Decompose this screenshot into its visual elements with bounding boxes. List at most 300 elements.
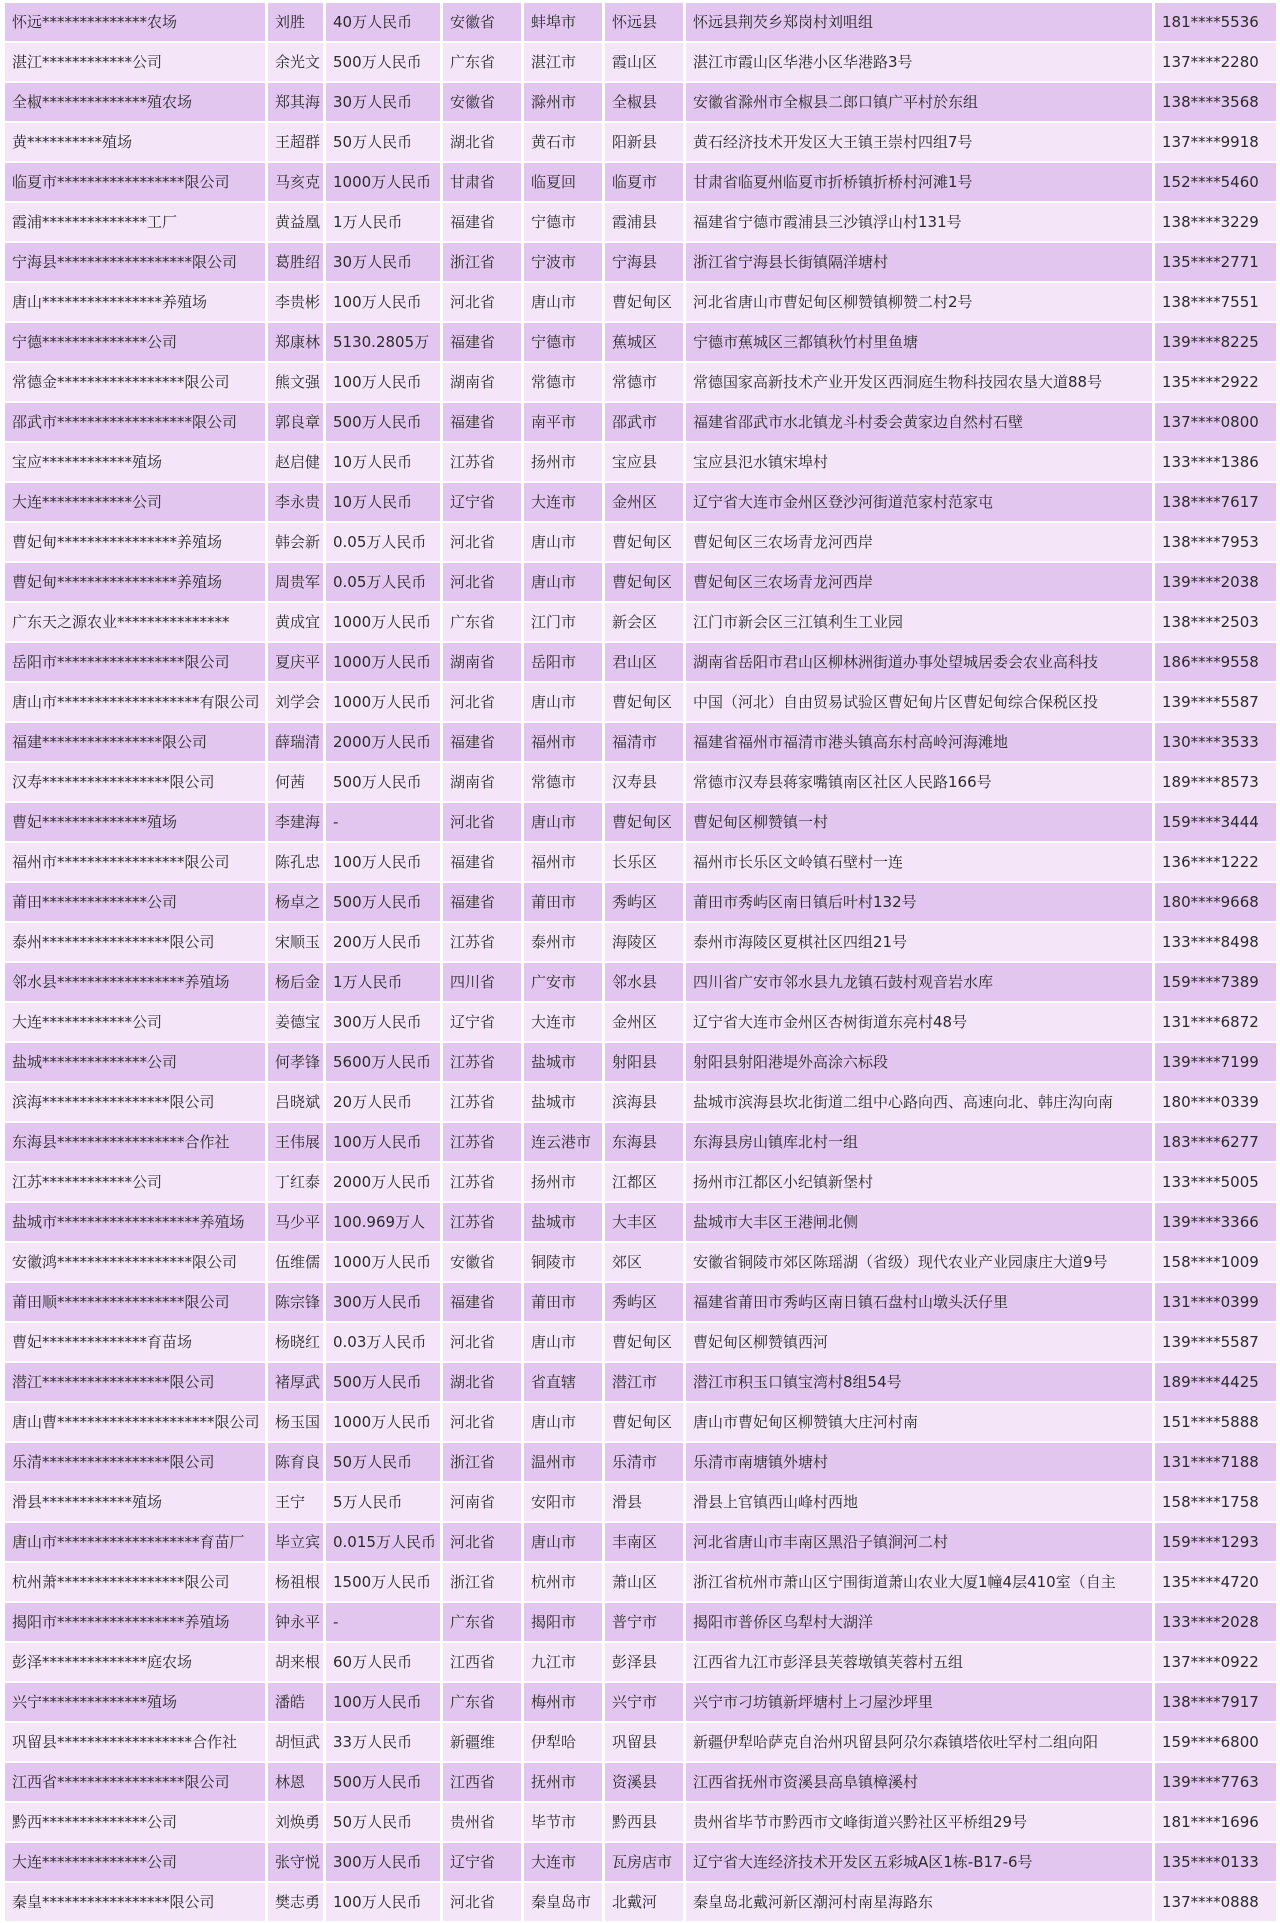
table-row — [5, 443, 1276, 483]
district-cell: 福清市 — [605, 723, 686, 763]
district-cell: 彭泽县 — [605, 1643, 686, 1683]
address-cell: 辽宁省大连市金州区登沙河街道范家村范家屯 — [686, 483, 1155, 523]
legal-person-cell: 周贵军 — [268, 563, 326, 603]
province-cell: 湖南省 — [443, 643, 524, 683]
company-name-cell: 霞浦**************工厂 — [5, 203, 268, 243]
table-row — [5, 1523, 1276, 1563]
phone-cell: 186****9558 — [1155, 643, 1276, 683]
table-row — [5, 483, 1276, 523]
company-name-cell: 临夏市*****************限公司 — [5, 163, 268, 203]
table-row — [5, 203, 1276, 243]
phone-cell: 152****5460 — [1155, 163, 1276, 203]
phone-cell: 151****5888 — [1155, 1403, 1276, 1443]
legal-person-cell: 刘学会 — [268, 683, 326, 723]
province-cell: 河北省 — [443, 1883, 524, 1923]
province-cell: 河北省 — [443, 1403, 524, 1443]
address-cell: 新疆伊犁哈萨克自治州巩留县阿尕尔森镇塔依吐罕村二组向阳 — [686, 1723, 1155, 1763]
address-cell: 福建省莆田市秀屿区南日镇石盘村山墩头沃仔里 — [686, 1283, 1155, 1323]
phone-cell: 158****1009 — [1155, 1243, 1276, 1283]
city-cell: 大连市 — [524, 483, 605, 523]
city-cell: 安阳市 — [524, 1483, 605, 1523]
city-cell: 伊犁哈 — [524, 1723, 605, 1763]
phone-cell: 135****4720 — [1155, 1563, 1276, 1603]
city-cell: 唐山市 — [524, 563, 605, 603]
address-cell: 莆田市秀屿区南日镇后叶村132号 — [686, 883, 1155, 923]
legal-person-cell: 毕立宾 — [268, 1523, 326, 1563]
table-row — [5, 1243, 1276, 1283]
district-cell: 君山区 — [605, 643, 686, 683]
province-cell: 江苏省 — [443, 1083, 524, 1123]
district-cell: 曹妃甸区 — [605, 283, 686, 323]
legal-person-cell: 刘焕勇 — [268, 1803, 326, 1843]
company-name-cell: 曹妃甸****************养殖场 — [5, 563, 268, 603]
province-cell: 河北省 — [443, 1323, 524, 1363]
registered-capital-cell: 100万人民币 — [326, 283, 443, 323]
city-cell: 临夏回 — [524, 163, 605, 203]
province-cell: 广东省 — [443, 603, 524, 643]
legal-person-cell: 宋顺玉 — [268, 923, 326, 963]
legal-person-cell: 王宁 — [268, 1483, 326, 1523]
company-name-cell: 湛江************公司 — [5, 43, 268, 83]
table-row — [5, 323, 1276, 363]
registered-capital-cell: 1000万人民币 — [326, 163, 443, 203]
legal-person-cell: 黄成宜 — [268, 603, 326, 643]
legal-person-cell: 何孝锋 — [268, 1043, 326, 1083]
registered-capital-cell: 0.015万人民币 — [326, 1523, 443, 1563]
district-cell: 资溪县 — [605, 1763, 686, 1803]
table-row — [5, 1643, 1276, 1683]
district-cell: 霞浦县 — [605, 203, 686, 243]
address-cell: 滑县上官镇西山峰村西地 — [686, 1483, 1155, 1523]
table-row — [5, 1123, 1276, 1163]
registered-capital-cell: 0.05万人民币 — [326, 563, 443, 603]
province-cell: 福建省 — [443, 1283, 524, 1323]
legal-person-cell: 姜德宝 — [268, 1003, 326, 1043]
district-cell: 瓦房店市 — [605, 1843, 686, 1883]
phone-cell: 137****0888 — [1155, 1883, 1276, 1923]
address-cell: 盐城市滨海县坎北街道二组中心路向西、高速向北、韩庄沟向南 — [686, 1083, 1155, 1123]
registered-capital-cell: 10万人民币 — [326, 483, 443, 523]
address-cell: 泰州市海陵区夏棋社区四组21号 — [686, 923, 1155, 963]
registered-capital-cell: 1000万人民币 — [326, 603, 443, 643]
registered-capital-cell: 50万人民币 — [326, 1803, 443, 1843]
address-cell: 安徽省铜陵市郊区陈瑶湖（省级）现代农业产业园康庄大道9号 — [686, 1243, 1155, 1283]
company-name-cell: 盐城**************公司 — [5, 1043, 268, 1083]
company-name-cell: 泰州*****************限公司 — [5, 923, 268, 963]
table-row — [5, 403, 1276, 443]
company-name-cell: 兴宁**************殖场 — [5, 1683, 268, 1723]
company-name-cell: 盐城市*******************养殖场 — [5, 1203, 268, 1243]
legal-person-cell: 郑其海 — [268, 83, 326, 123]
table-row — [5, 963, 1276, 1003]
registered-capital-cell: 50万人民币 — [326, 1443, 443, 1483]
registered-capital-cell: 50万人民币 — [326, 123, 443, 163]
city-cell: 杭州市 — [524, 1563, 605, 1603]
table-row — [5, 1883, 1276, 1923]
registered-capital-cell: 40万人民币 — [326, 3, 443, 43]
address-cell: 四川省广安市邻水县九龙镇石鼓村观音岩水库 — [686, 963, 1155, 1003]
registered-capital-cell: - — [326, 1603, 443, 1643]
city-cell: 唐山市 — [524, 1323, 605, 1363]
province-cell: 辽宁省 — [443, 483, 524, 523]
table-row — [5, 3, 1276, 43]
address-cell: 河北省唐山市曹妃甸区柳赞镇柳赞二村2号 — [686, 283, 1155, 323]
company-name-cell: 宁德**************公司 — [5, 323, 268, 363]
company-name-cell: 宁海县******************限公司 — [5, 243, 268, 283]
company-name-cell: 彭泽**************庭农场 — [5, 1643, 268, 1683]
address-cell: 贵州省毕节市黔西市文峰街道兴黔社区平桥组29号 — [686, 1803, 1155, 1843]
legal-person-cell: 葛胜绍 — [268, 243, 326, 283]
table-row — [5, 843, 1276, 883]
company-name-cell: 福州市*****************限公司 — [5, 843, 268, 883]
phone-cell: 139****2038 — [1155, 563, 1276, 603]
district-cell: 北戴河 — [605, 1883, 686, 1923]
district-cell: 蕉城区 — [605, 323, 686, 363]
legal-person-cell: 薛瑞清 — [268, 723, 326, 763]
table-row — [5, 1163, 1276, 1203]
legal-person-cell: 韩会新 — [268, 523, 326, 563]
company-name-cell: 杭州萧*****************限公司 — [5, 1563, 268, 1603]
company-name-cell: 邵武市******************限公司 — [5, 403, 268, 443]
company-name-cell: 江苏************公司 — [5, 1163, 268, 1203]
province-cell: 湖北省 — [443, 123, 524, 163]
phone-cell: 135****2771 — [1155, 243, 1276, 283]
company-name-cell: 怀远**************农场 — [5, 3, 268, 43]
province-cell: 四川省 — [443, 963, 524, 1003]
district-cell: 东海县 — [605, 1123, 686, 1163]
legal-person-cell: 胡来根 — [268, 1643, 326, 1683]
province-cell: 安徽省 — [443, 3, 524, 43]
legal-person-cell: 吕晓斌 — [268, 1083, 326, 1123]
legal-person-cell: 刘胜 — [268, 3, 326, 43]
phone-cell: 138****7917 — [1155, 1683, 1276, 1723]
province-cell: 湖南省 — [443, 763, 524, 803]
phone-cell: 159****3444 — [1155, 803, 1276, 843]
registered-capital-cell: 1000万人民币 — [326, 683, 443, 723]
address-cell: 湛江市霞山区华港小区华港路3号 — [686, 43, 1155, 83]
province-cell: 浙江省 — [443, 1563, 524, 1603]
table-row — [5, 643, 1276, 683]
legal-person-cell: 夏庆平 — [268, 643, 326, 683]
company-name-cell: 宝应************殖场 — [5, 443, 268, 483]
registered-capital-cell: 100万人民币 — [326, 363, 443, 403]
legal-person-cell: 李建海 — [268, 803, 326, 843]
city-cell: 梅州市 — [524, 1683, 605, 1723]
province-cell: 贵州省 — [443, 1803, 524, 1843]
phone-cell: 180****9668 — [1155, 883, 1276, 923]
phone-cell: 131****0399 — [1155, 1283, 1276, 1323]
province-cell: 江苏省 — [443, 1123, 524, 1163]
city-cell: 盐城市 — [524, 1083, 605, 1123]
district-cell: 大丰区 — [605, 1203, 686, 1243]
district-cell: 金州区 — [605, 1003, 686, 1043]
address-cell: 乐清市南塘镇外塘村 — [686, 1443, 1155, 1483]
legal-person-cell: 杨后金 — [268, 963, 326, 1003]
legal-person-cell: 杨卓之 — [268, 883, 326, 923]
table-row — [5, 1203, 1276, 1243]
table-row — [5, 563, 1276, 603]
table-row — [5, 1003, 1276, 1043]
province-cell: 湖南省 — [443, 363, 524, 403]
legal-person-cell: 黄益凰 — [268, 203, 326, 243]
table-row — [5, 883, 1276, 923]
company-name-cell: 唐山曹*********************限公司 — [5, 1403, 268, 1443]
legal-person-cell: 杨晓红 — [268, 1323, 326, 1363]
phone-cell: 159****7389 — [1155, 963, 1276, 1003]
city-cell: 唐山市 — [524, 683, 605, 723]
phone-cell: 181****5536 — [1155, 3, 1276, 43]
province-cell: 甘肃省 — [443, 163, 524, 203]
city-cell: 宁波市 — [524, 243, 605, 283]
legal-person-cell: 伍维儒 — [268, 1243, 326, 1283]
phone-cell: 183****6277 — [1155, 1123, 1276, 1163]
table-row — [5, 1403, 1276, 1443]
table-row — [5, 603, 1276, 643]
phone-cell: 133****1386 — [1155, 443, 1276, 483]
phone-cell: 139****7199 — [1155, 1043, 1276, 1083]
district-cell: 新会区 — [605, 603, 686, 643]
district-cell: 怀远县 — [605, 3, 686, 43]
registered-capital-cell: 300万人民币 — [326, 1003, 443, 1043]
table-row — [5, 1363, 1276, 1403]
table-row — [5, 1763, 1276, 1803]
legal-person-cell: 杨玉国 — [268, 1403, 326, 1443]
company-name-cell: 曹妃**************殖场 — [5, 803, 268, 843]
company-name-cell: 曹妃**************育苗场 — [5, 1323, 268, 1363]
city-cell: 唐山市 — [524, 283, 605, 323]
province-cell: 辽宁省 — [443, 1843, 524, 1883]
table-row — [5, 1843, 1276, 1883]
registered-capital-cell: 5万人民币 — [326, 1483, 443, 1523]
company-name-cell: 莆田**************公司 — [5, 883, 268, 923]
district-cell: 曹妃甸区 — [605, 803, 686, 843]
registered-capital-cell: 200万人民币 — [326, 923, 443, 963]
legal-person-cell: 张守悦 — [268, 1843, 326, 1883]
district-cell: 普宁市 — [605, 1603, 686, 1643]
legal-person-cell: 何茜 — [268, 763, 326, 803]
address-cell: 福建省宁德市霞浦县三沙镇浮山村131号 — [686, 203, 1155, 243]
registered-capital-cell: 1500万人民币 — [326, 1563, 443, 1603]
legal-person-cell: 马亥克 — [268, 163, 326, 203]
district-cell: 秀屿区 — [605, 883, 686, 923]
company-name-cell: 广东天之源农业*************** — [5, 603, 268, 643]
district-cell: 潜江市 — [605, 1363, 686, 1403]
registered-capital-cell: 33万人民币 — [326, 1723, 443, 1763]
registered-capital-cell: 100.969万人 — [326, 1203, 443, 1243]
table-row — [5, 1283, 1276, 1323]
registered-capital-cell: 100万人民币 — [326, 843, 443, 883]
province-cell: 河北省 — [443, 563, 524, 603]
address-cell: 东海县房山镇库北村一组 — [686, 1123, 1155, 1163]
table-row — [5, 1483, 1276, 1523]
company-name-cell: 大连************公司 — [5, 483, 268, 523]
district-cell: 阳新县 — [605, 123, 686, 163]
registered-capital-cell: 500万人民币 — [326, 883, 443, 923]
province-cell: 广东省 — [443, 1603, 524, 1643]
city-cell: 莆田市 — [524, 883, 605, 923]
table-row — [5, 683, 1276, 723]
city-cell: 常德市 — [524, 363, 605, 403]
table-row — [5, 1723, 1276, 1763]
address-cell: 射阳县射阳港堤外高涂六标段 — [686, 1043, 1155, 1083]
table-row — [5, 1563, 1276, 1603]
city-cell: 盐城市 — [524, 1203, 605, 1243]
phone-cell: 159****1293 — [1155, 1523, 1276, 1563]
province-cell: 河北省 — [443, 283, 524, 323]
address-cell: 福建省福州市福清市港头镇高东村高岭河海滩地 — [686, 723, 1155, 763]
address-cell: 唐山市曹妃甸区柳赞镇大庄河村南 — [686, 1403, 1155, 1443]
district-cell: 巩留县 — [605, 1723, 686, 1763]
registered-capital-cell: 0.03万人民币 — [326, 1323, 443, 1363]
city-cell: 莆田市 — [524, 1283, 605, 1323]
phone-cell: 137****0922 — [1155, 1643, 1276, 1683]
address-cell: 兴宁市刁坊镇新坪塘村上刁屋沙坪里 — [686, 1683, 1155, 1723]
province-cell: 江西省 — [443, 1643, 524, 1683]
province-cell: 河北省 — [443, 683, 524, 723]
district-cell: 兴宁市 — [605, 1683, 686, 1723]
registered-capital-cell: 500万人民币 — [326, 403, 443, 443]
city-cell: 常德市 — [524, 763, 605, 803]
company-name-cell: 黄**********殖场 — [5, 123, 268, 163]
district-cell: 射阳县 — [605, 1043, 686, 1083]
address-cell: 曹妃甸区三农场青龙河西岸 — [686, 563, 1155, 603]
address-cell: 曹妃甸区三农场青龙河西岸 — [686, 523, 1155, 563]
city-cell: 泰州市 — [524, 923, 605, 963]
address-cell: 浙江省杭州市萧山区宁围街道萧山农业大厦1幢4层410室（自主 — [686, 1563, 1155, 1603]
phone-cell: 138****7617 — [1155, 483, 1276, 523]
phone-cell: 133****5005 — [1155, 1163, 1276, 1203]
address-cell: 常德国家高新技术产业开发区西洞庭生物科技园农垦大道88号 — [686, 363, 1155, 403]
registered-capital-cell: 1万人民币 — [326, 203, 443, 243]
city-cell: 唐山市 — [524, 1523, 605, 1563]
district-cell: 丰南区 — [605, 1523, 686, 1563]
address-cell: 秦皇岛北戴河新区潮河村南星海路东 — [686, 1883, 1155, 1923]
company-name-cell: 秦皇*****************限公司 — [5, 1883, 268, 1923]
company-table — [5, 3, 1276, 1923]
table-row — [5, 243, 1276, 283]
city-cell: 广安市 — [524, 963, 605, 1003]
address-cell: 辽宁省大连市金州区杏树街道东亮村48号 — [686, 1003, 1155, 1043]
city-cell: 江门市 — [524, 603, 605, 643]
phone-cell: 138****3229 — [1155, 203, 1276, 243]
phone-cell: 181****1696 — [1155, 1803, 1276, 1843]
province-cell: 福建省 — [443, 403, 524, 443]
table-row — [5, 1083, 1276, 1123]
province-cell: 广东省 — [443, 1683, 524, 1723]
province-cell: 江苏省 — [443, 923, 524, 963]
province-cell: 福建省 — [443, 843, 524, 883]
company-name-cell: 滑县************殖场 — [5, 1483, 268, 1523]
company-name-cell: 福建****************限公司 — [5, 723, 268, 763]
city-cell: 唐山市 — [524, 523, 605, 563]
address-cell: 湖南省岳阳市君山区柳林洲街道办事处望城居委会农业高科技 — [686, 643, 1155, 683]
table-row — [5, 283, 1276, 323]
company-table-grid — [5, 3, 1276, 1923]
address-cell: 河北省唐山市丰南区黑沿子镇涧河二村 — [686, 1523, 1155, 1563]
table-row — [5, 803, 1276, 843]
legal-person-cell: 潘皓 — [268, 1683, 326, 1723]
table-row — [5, 43, 1276, 83]
table-row — [5, 523, 1276, 563]
company-name-cell: 全椒**************殖农场 — [5, 83, 268, 123]
province-cell: 江西省 — [443, 1763, 524, 1803]
legal-person-cell: 余光文 — [268, 43, 326, 83]
phone-cell: 139****3366 — [1155, 1203, 1276, 1243]
province-cell: 辽宁省 — [443, 1003, 524, 1043]
legal-person-cell: 褚厚武 — [268, 1363, 326, 1403]
city-cell: 揭阳市 — [524, 1603, 605, 1643]
phone-cell: 189****4425 — [1155, 1363, 1276, 1403]
province-cell: 福建省 — [443, 323, 524, 363]
district-cell: 秀屿区 — [605, 1283, 686, 1323]
company-name-cell: 潜江*****************限公司 — [5, 1363, 268, 1403]
address-cell: 扬州市江都区小纪镇新堡村 — [686, 1163, 1155, 1203]
phone-cell: 158****1758 — [1155, 1483, 1276, 1523]
company-name-cell: 唐山市*******************育苗厂 — [5, 1523, 268, 1563]
province-cell: 新疆维 — [443, 1723, 524, 1763]
address-cell: 常德市汉寿县蒋家嘴镇南区社区人民路166号 — [686, 763, 1155, 803]
legal-person-cell: 陈育良 — [268, 1443, 326, 1483]
address-cell: 揭阳市普侨区乌犁村大湖洋 — [686, 1603, 1155, 1643]
registered-capital-cell: 100万人民币 — [326, 1683, 443, 1723]
address-cell: 曹妃甸区柳赞镇一村 — [686, 803, 1155, 843]
table-row — [5, 1043, 1276, 1083]
registered-capital-cell: 500万人民币 — [326, 1763, 443, 1803]
address-cell: 盐城市大丰区王港闸北侧 — [686, 1203, 1155, 1243]
city-cell: 大连市 — [524, 1843, 605, 1883]
district-cell: 滨海县 — [605, 1083, 686, 1123]
city-cell: 宁德市 — [524, 203, 605, 243]
province-cell: 江苏省 — [443, 1163, 524, 1203]
district-cell: 邵武市 — [605, 403, 686, 443]
registered-capital-cell: 300万人民币 — [326, 1843, 443, 1883]
legal-person-cell: 马少平 — [268, 1203, 326, 1243]
legal-person-cell: 陈宗锋 — [268, 1283, 326, 1323]
province-cell: 福建省 — [443, 883, 524, 923]
province-cell: 安徽省 — [443, 83, 524, 123]
city-cell: 黄石市 — [524, 123, 605, 163]
table-row — [5, 1323, 1276, 1363]
city-cell: 湛江市 — [524, 43, 605, 83]
district-cell: 曹妃甸区 — [605, 563, 686, 603]
district-cell: 汉寿县 — [605, 763, 686, 803]
address-cell: 曹妃甸区柳赞镇西河 — [686, 1323, 1155, 1363]
phone-cell: 133****2028 — [1155, 1603, 1276, 1643]
company-name-cell: 大连**************公司 — [5, 1843, 268, 1883]
phone-cell: 139****5587 — [1155, 683, 1276, 723]
district-cell: 郊区 — [605, 1243, 686, 1283]
address-cell: 宁德市蕉城区三都镇秋竹村里鱼塘 — [686, 323, 1155, 363]
city-cell: 扬州市 — [524, 443, 605, 483]
phone-cell: 135****2922 — [1155, 363, 1276, 403]
legal-person-cell: 熊文强 — [268, 363, 326, 403]
address-cell: 辽宁省大连经济技术开发区五彩城A区1栋-B17-6号 — [686, 1843, 1155, 1883]
district-cell: 霞山区 — [605, 43, 686, 83]
registered-capital-cell: 10万人民币 — [326, 443, 443, 483]
registered-capital-cell: 60万人民币 — [326, 1643, 443, 1683]
district-cell: 乐清市 — [605, 1443, 686, 1483]
registered-capital-cell: 20万人民币 — [326, 1083, 443, 1123]
city-cell: 滁州市 — [524, 83, 605, 123]
address-cell: 安徽省滁州市全椒县二郎口镇广平村於东组 — [686, 83, 1155, 123]
city-cell: 温州市 — [524, 1443, 605, 1483]
table-row — [5, 723, 1276, 763]
city-cell: 宁德市 — [524, 323, 605, 363]
phone-cell: 180****0339 — [1155, 1083, 1276, 1123]
phone-cell: 138****2503 — [1155, 603, 1276, 643]
legal-person-cell: 林恩 — [268, 1763, 326, 1803]
legal-person-cell: 王伟展 — [268, 1123, 326, 1163]
